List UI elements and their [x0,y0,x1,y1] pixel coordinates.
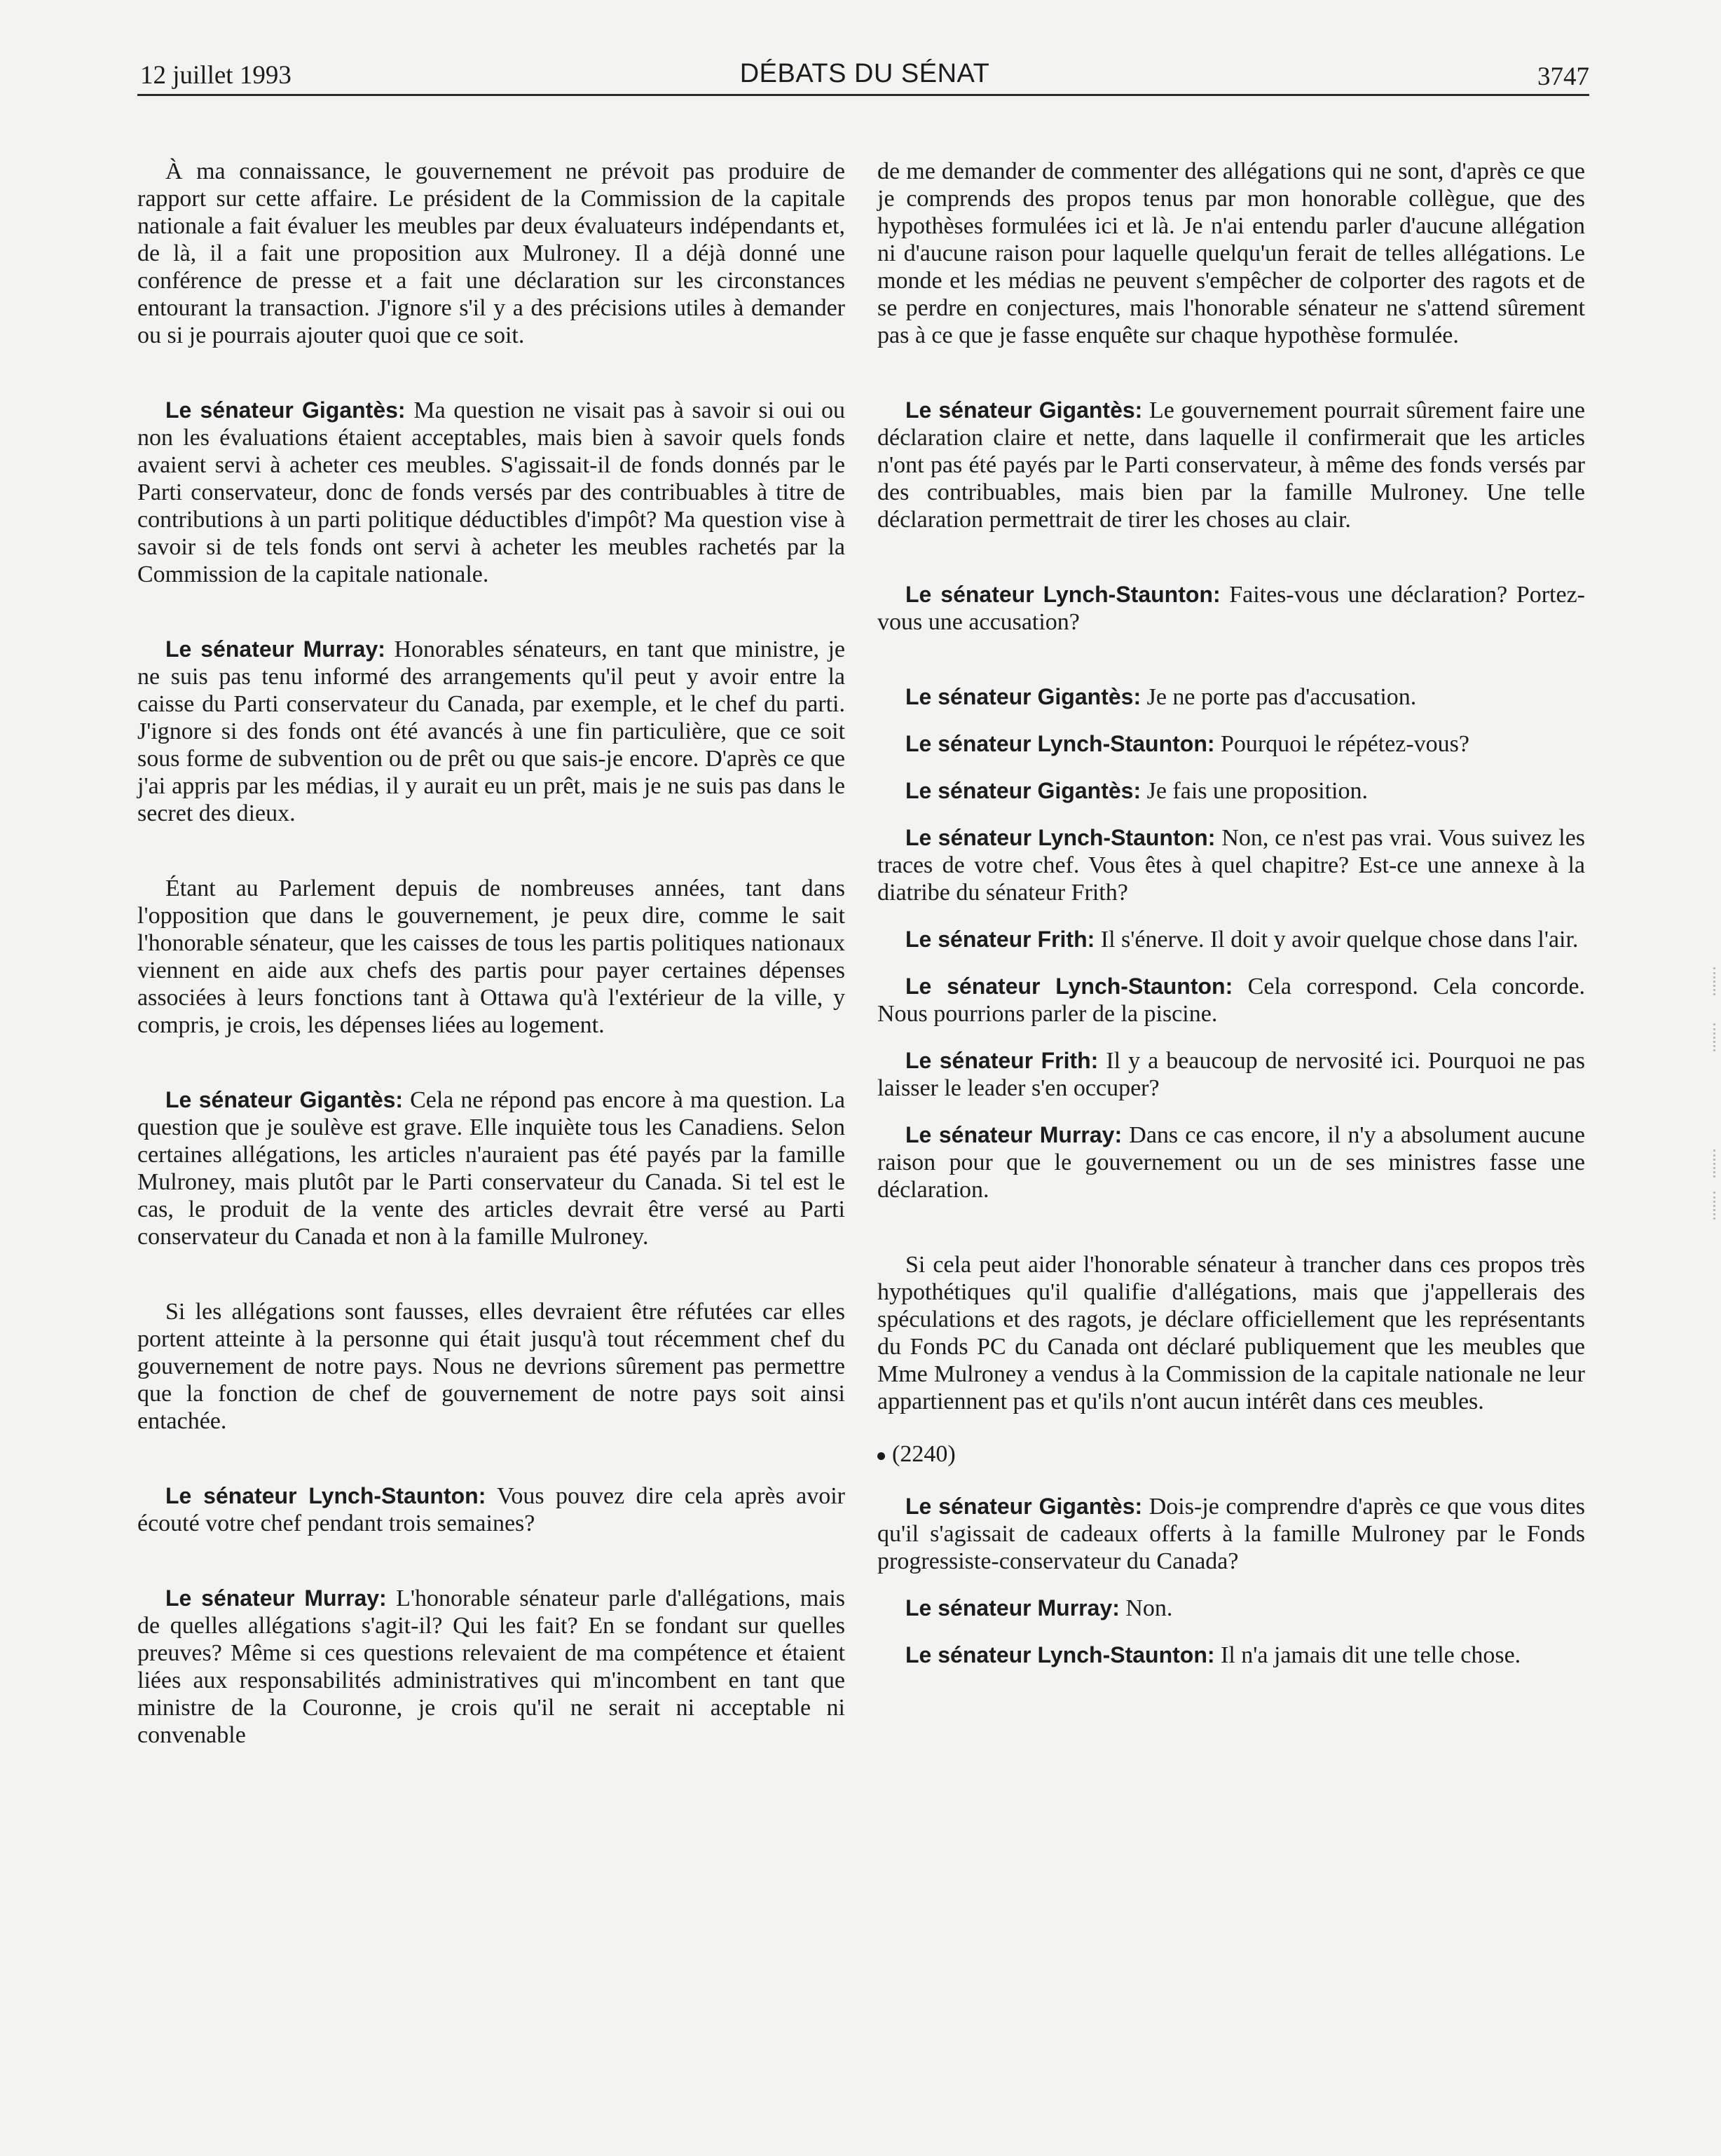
page-header [140,56,1589,95]
bullet-icon [877,1452,885,1460]
speaker-name: Le sénateur Murray: [165,636,385,662]
paragraph: Le sénateur Lynch-Staunton: Il n'a jamais dit une telle chose. [905,1642,1521,1668]
paragraph: Le sénateur Murray: L'honorable sénateur parle d'allégations, mais de quelles allégations s'agit-il? Qui les fait? En se fondant sur quelles preuves? Même si ces questions relevaient de ma compétence et étaient liées aux responsabilités administratives qui m'incombent en tant que ministre de la Couronne, je crois qu'il ne serait ni acceptable ni convenable [137,1585,846,1748]
left-column [137,158,845,1749]
speaker-name: Le sénateur Murray: [905,1122,1123,1147]
speaker-name: Le sénateur Frith: [905,1048,1099,1073]
paragraph: Étant au Parlement depuis de nombreuses années, tant dans l'opposition que dans le gouvernement, je peux dire, comme le sait l'honorable sénateur, que les caisses de tous les partis politiques nationaux viennent en aide aux chefs des partis pour payer certaines dépenses associées à leurs fonctions tant à Ottawa qu'à l'extérieur de la ville, y compris, je crois, les dépenses liées au logement. [137,875,845,1038]
paragraph: Le sénateur Gigantès: Dois-je comprendre d'après ce que vous dites qu'il s'agissait de cadeaux offerts à la famille Mulroney par le Fonds progressiste-conservateur du Canada? [877,1494,1586,1574]
scan-edge-mark [1685,1192,1715,1220]
page-number: 3747 [1537,62,1589,91]
header-rule [137,94,1589,96]
paragraph: Le sénateur Gigantès: Ma question ne visait pas à savoir si oui ou non les évaluations étaient acceptables, mais bien à savoir quels fonds avaient servi à acheter ces meubles. S'agissait-il de fonds donnés par le Parti conservateur, donc de fonds versés par des contribuables à titre de contributions à un parti politique déductibles d'impôt? Ma question vise à savoir si de tels fonds ont servi à acheter les meubles rachetés par la Commission de la capitale nationale. [137,397,845,587]
paragraph: Le sénateur Murray: Dans ce cas encore, il n'y a absolument aucune raison pour que le gouvernement ou un de ses ministres fasse une déclaration. [877,1122,1586,1203]
time-marker: (2240) [877,1440,1585,1468]
paragraph: Le sénateur Lynch-Staunton: Non, ce n'est pas vrai. Vous suivez les traces de votre chef. Vous êtes à quel chapitre? Est-ce une annexe à la diatribe du sénateur Frith? [877,825,1586,906]
paragraph: de me demander de commenter des allégations qui ne sont, d'après ce que je comprends des propos tenus par mon honorable collègue, que des hypothèses formulées ici et là. Je n'ai entendu parler d'aucune allégation ni d'aucune raison pour laquelle quelqu'un ferait de telles allégations. Le monde et les médias ne peuvent s'empêcher de colporter des ragots et de se perdre en conjectures, mais l'honorable sénateur ne s'attend sûrement pas à ce que je fasse enquête sur chaque hypothèse formulée. [877,158,1585,348]
speaker-name: Le sénateur Lynch-Staunton: [165,1483,486,1508]
paragraph: Le sénateur Murray: Non. [905,1595,1173,1621]
speaker-name: Le sénateur Gigantès: [165,1087,404,1112]
speaker-name: Le sénateur Lynch-Staunton: [905,1642,1215,1667]
paragraph: Le sénateur Lynch-Staunton: Vous pouvez dire cela après avoir écouté votre chef pendant trois semaines? [137,1483,846,1536]
speaker-name: Le sénateur Gigantès: [905,397,1143,423]
paragraph: Si cela peut aider l'honorable sénateur à trancher dans ces propos très hypothétiques qu'il qualifie d'allégations, mais que j'appellerais des spéculations et des ragots, je déclare officiellement que les représentants du Fonds PC du Canada ont déclaré publiquement que les meubles que Mme Mulroney a vendus à la Commission de la capitale nationale ne leur appartiennent pas et qu'ils n'ont aucun intérêt dans ces meubles. [877,1252,1585,1414]
speaker-name: Le sénateur Gigantès: [905,684,1141,709]
paragraph: Le sénateur Lynch-Staunton: Cela correspond. Cela concorde. Nous pourrions parler de la piscine. [877,974,1586,1027]
right-column [877,158,1585,1669]
paragraph: Le sénateur Murray: Honorables sénateurs, en tant que ministre, je ne suis pas tenu informé des arrangements qu'il peut y avoir entre la caisse du Parti conservateur du Canada, par exemple, et le chef du parti. J'ignore si des fonds ont été avancés à une fin particulière, que ce soit sous forme de subvention ou de prêt ou que sais-je encore. D'après ce que j'ai appris par les médias, il y aurait eu un prêt, mais je ne suis pas dans le secret des dieux. [137,636,846,826]
paragraph: Le sénateur Gigantès: Je ne porte pas d'accusation. [905,684,1417,710]
paragraph: Le sénateur Gigantès: Je fais une proposition. [905,778,1368,804]
speaker-name: Le sénateur Gigantès: [905,1494,1143,1519]
scan-edge-mark [1685,1023,1715,1051]
paragraph: Le sénateur Gigantès: Le gouvernement pourrait sûrement faire une déclaration claire et nette, dans laquelle il confirmerait que les articles n'ont pas été payés par le Parti conservateur, à même des fonds versés par des contribuables, mais bien par la famille Mulroney. Une telle déclaration permettrait de tirer les choses au clair. [877,397,1586,533]
speaker-name: Le sénateur Lynch-Staunton: [905,731,1215,756]
paragraph: Le sénateur Lynch-Staunton: Pourquoi le répétez-vous? [905,731,1470,757]
speaker-name: Le sénateur Gigantès: [905,778,1141,803]
speaker-name: Le sénateur Lynch-Staunton: [905,825,1216,850]
paragraph: Le sénateur Frith: Il s'énerve. Il doit y avoir quelque chose dans l'air. [905,927,1579,953]
speaker-name: Le sénateur Lynch-Staunton: [905,974,1233,999]
paragraph: Le sénateur Lynch-Staunton: Faites-vous une déclaration? Portez-vous une accusation? [877,582,1586,635]
paragraph: Le sénateur Gigantès: Cela ne répond pas encore à ma question. La question que je soulève est grave. Elle inquiète tous les Canadiens. Selon certaines allégations, les articles n'auraient pas été payés par la famille Mulroney, mais plutôt par le Parti conservateur du Canada. Si tel est le cas, le produit de la vente des articles devrait être versé au Parti conservateur du Canada et non à la famille Mulroney. [137,1087,845,1250]
speaker-name: Le sénateur Murray: [165,1585,387,1611]
speaker-name: Le sénateur Lynch-Staunton: [905,582,1221,607]
speaker-name: Le sénateur Frith: [905,927,1095,952]
paragraph: Le sénateur Frith: Il y a beaucoup de nervosité ici. Pourquoi ne pas laisser le leader s'en occuper? [877,1048,1586,1101]
paragraph: Si les allégations sont fausses, elles devraient être réfutées car elles portent atteinte à la personne qui était jusqu'à tout récemment chef du gouvernement de notre pays. Nous ne devrions sûrement pas permettre que la fonction de chef de gouvernement de notre pays soit ainsi entachée. [137,1299,845,1434]
speaker-name: Le sénateur Gigantès: [165,397,406,423]
header-date: 12 juillet 1993 [140,61,292,90]
paragraph: À ma connaissance, le gouvernement ne prévoit pas produire de rapport sur cette affaire. Le président de la Commission de la capitale nationale a fait évaluer les meubles par deux évaluateurs indépendants et, de là, il a fait une proposition aux Mulroney. Il a déjà donné une conférence de presse et a fait une déclaration sur les circonstances entourant la transaction. J'ignore s'il y a des précisions utiles à demander ou si je pourrais ajouter quoi que ce soit. [137,158,845,348]
scan-edge-mark [1685,967,1715,995]
header-title: DÉBATS DU SÉNAT [739,59,990,88]
scan-edge-mark [1685,1149,1715,1178]
speaker-name: Le sénateur Murray: [905,1595,1120,1621]
